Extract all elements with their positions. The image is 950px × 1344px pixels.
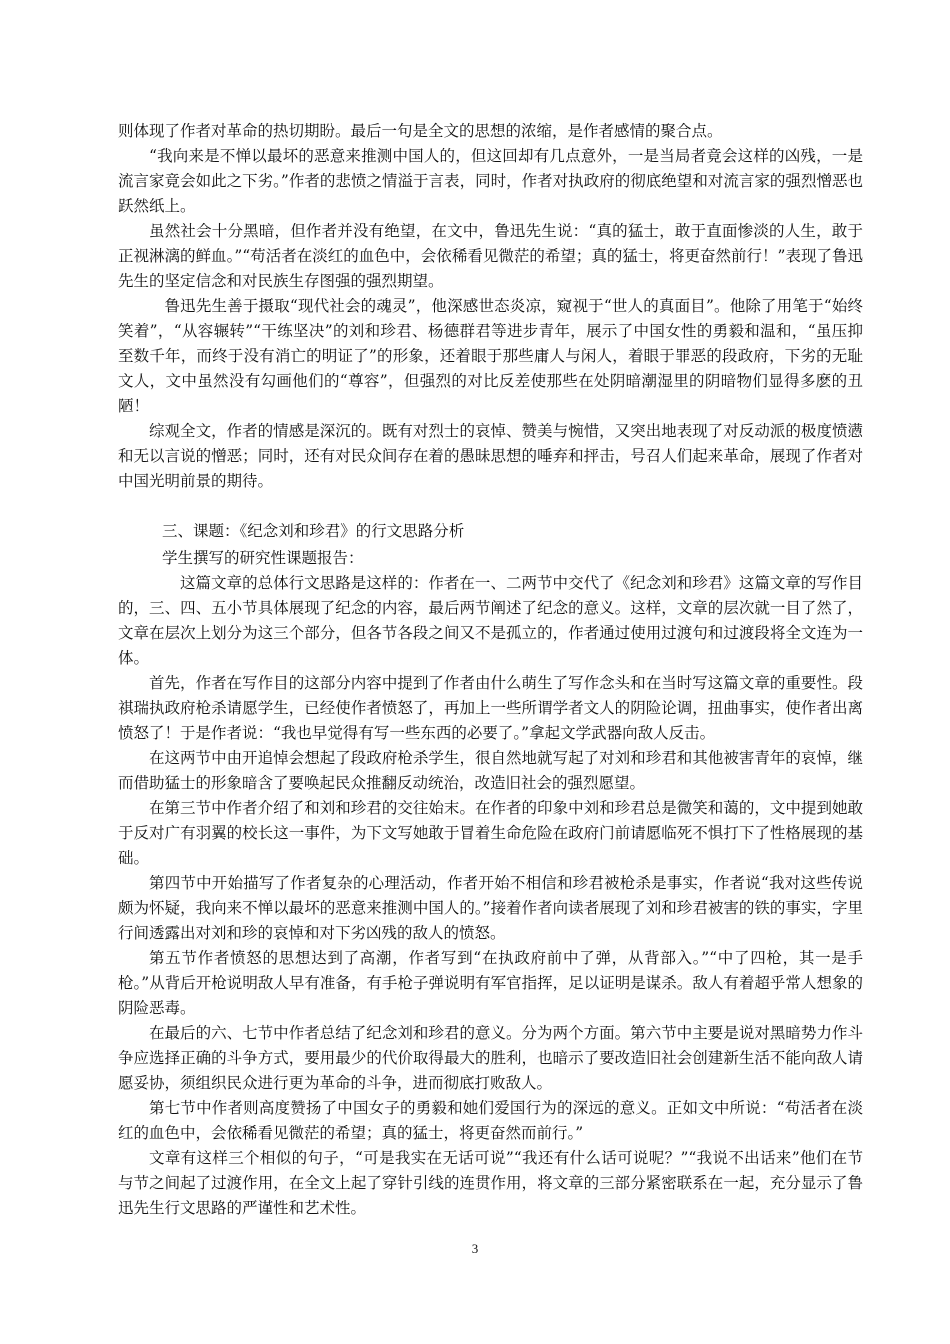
body-section-1	[118, 119, 863, 494]
paragraph: 综观全文，作者的情感是深沉的。既有对烈士的哀悼、赞美与惋惜，又突出地表现了对反动派的极度愤懑和无以言说的憎恶；同时，还有对民众间存在着的愚昧思想的唾弃和抨击，号召人们起来革命，展现了作者对中国光明前景的期待。	[118, 422, 863, 490]
paragraph: 第五节作者愤怒的思想达到了高潮，作者写到“在执政府前中了弹，从背部入。”“中了四枪，其一是手枪。”从背后开枪说明敌人早有准备，有手枪子弹说明有军官指挥，足以证明是谋杀。敌人有着超乎常人想象的阴险恶毒。	[118, 949, 863, 1017]
paragraph: 第四节中开始描写了作者复杂的心理活动，作者开始不相信和珍君被枪杀是事实，作者说“我对这些传说颇为怀疑，我向来不惮以最坏的恶意来推测中国人的。”接着作者向读者展现了刘和珍君被害的铁的事实，字里行间透露出对刘和珍的哀悼和对下劣凶残的敌人的愤怒。	[118, 874, 863, 942]
paragraph: 第七节中作者则高度赞扬了中国女子的勇毅和她们爱国行为的深远的意义。正如文中所说：“苟活者在淡红的血色中，会依稀看见微茫的希望；真的猛士，将更奋然而前行。”	[118, 1099, 863, 1142]
paragraph: 文章有这样三个相似的句子，“可是我实在无话可说”“我还有什么话可说呢？”“我说不出话来”他们在节与节之间起了过渡作用，在全文上起了穿针引线的连贯作用，将文章的三部分紧密联系在一起，充分显示了鲁迅先生行文思路的严谨性和艺术性。	[118, 1149, 863, 1217]
paragraph: “我向来是不惮以最坏的恶意来推测中国人的，但这回却有几点意外，一是当局者竟会这样的凶残，一是流言家竟会如此之下劣。”作者的悲愤之情溢于言表，同时，作者对执政府的彻底绝望和对流言家的强烈憎恶也跃然纸上。	[118, 147, 863, 215]
paragraph: 虽然社会十分黑暗，但作者并没有绝望，在文中，鲁迅先生说：“真的猛士，敢于直面惨淡的人生，敢于正视淋漓的鲜血。”“苟活者在淡红的血色中，会依稀看见微茫的希望；真的猛士，将更奋然前行！”表现了鲁迅先生的坚定信念和对民族生存图强的强烈期望。	[118, 222, 863, 290]
report-intro: 学生撰写的研究性课题报告：	[162, 549, 364, 567]
paragraph: 首先，作者在写作目的这部分内容中提到了作者由什么萌生了写作念头和在当时写这篇文章的重要性。段祺瑞执政府枪杀请愿学生，已经使作者愤怒了，再加上一些所谓学者文人的阴险论调，扭曲事实，使作者出离愤怒了！于是作者说：“我也早觉得有写一些东西的必要了。”拿起文学武器向敌人反击。	[118, 674, 863, 742]
paragraph: 这篇文章的总体行文思路是这样的：作者在一、二两节中交代了《纪念刘和珍君》这篇文章的写作目的，三、四、五小节具体展现了纪念的内容，最后两节阐述了纪念的意义。这样，文章的层次就一目了然了，文章在层次上划分为这三个部分，但各节各段之间又不是孤立的，作者通过使用过渡句和过渡段将全文连为一体。	[118, 574, 863, 667]
paragraph: 鲁迅先生善于摄取“现代社会的魂灵”，他深感世态炎凉，窥视于“世人的真面目”。他除了用笔于“始终笑着”，“从容辗转”“干练坚决”的刘和珍君、杨德群君等进步青年，展示了中国女性的勇毅和温和，“虽压抑至数千年，而终于没有消亡的明证了”的形象，还着眼于那些庸人与闲人，着眼于罪恶的段政府，下劣的无耻文人，文中虽然没有勾画他们的“尊容”，但强烈的对比反差使那些在处阴暗潮湿里的阴暗物们显得多麽的丑陋！	[118, 297, 863, 415]
page-number: 3	[471, 1241, 479, 1256]
paragraph: 在最后的六、七节中作者总结了纪念刘和珍君的意义。分为两个方面。第六节中主要是说对黑暗势力作斗争应选择正确的斗争方式，要用最少的代价取得最大的胜利，也暗示了要改造旧社会创建新生活不能向敌人请愿妥协，须组织民众进行更为革命的斗争，进而彻底打败敌人。	[118, 1024, 863, 1092]
paragraph: 在这两节中由开追悼会想起了段政府枪杀学生，很自然地就写起了对刘和珍君和其他被害青年的哀悼，继而借助猛士的形象暗含了要唤起民众推翻反动统治，改造旧社会的强烈愿望。	[118, 749, 863, 792]
paragraph: 在第三节中作者介绍了和刘和珍君的交往始末。在作者的印象中刘和珍君总是微笑和蔼的，文中提到她敢于反对广有羽翼的校长这一事件，为下文写她敢于冒着生命危险在政府门前请愿临死不惧打下了性格展现的基础。	[118, 799, 863, 867]
paragraph: 则体现了作者对革命的热切期盼。最后一句是全文的思想的浓缩，是作者感情的聚合点。	[118, 122, 723, 140]
body-section-2	[118, 571, 863, 1221]
section-heading: 三、课题：《纪念刘和珍君》的行文思路分析	[162, 522, 465, 540]
